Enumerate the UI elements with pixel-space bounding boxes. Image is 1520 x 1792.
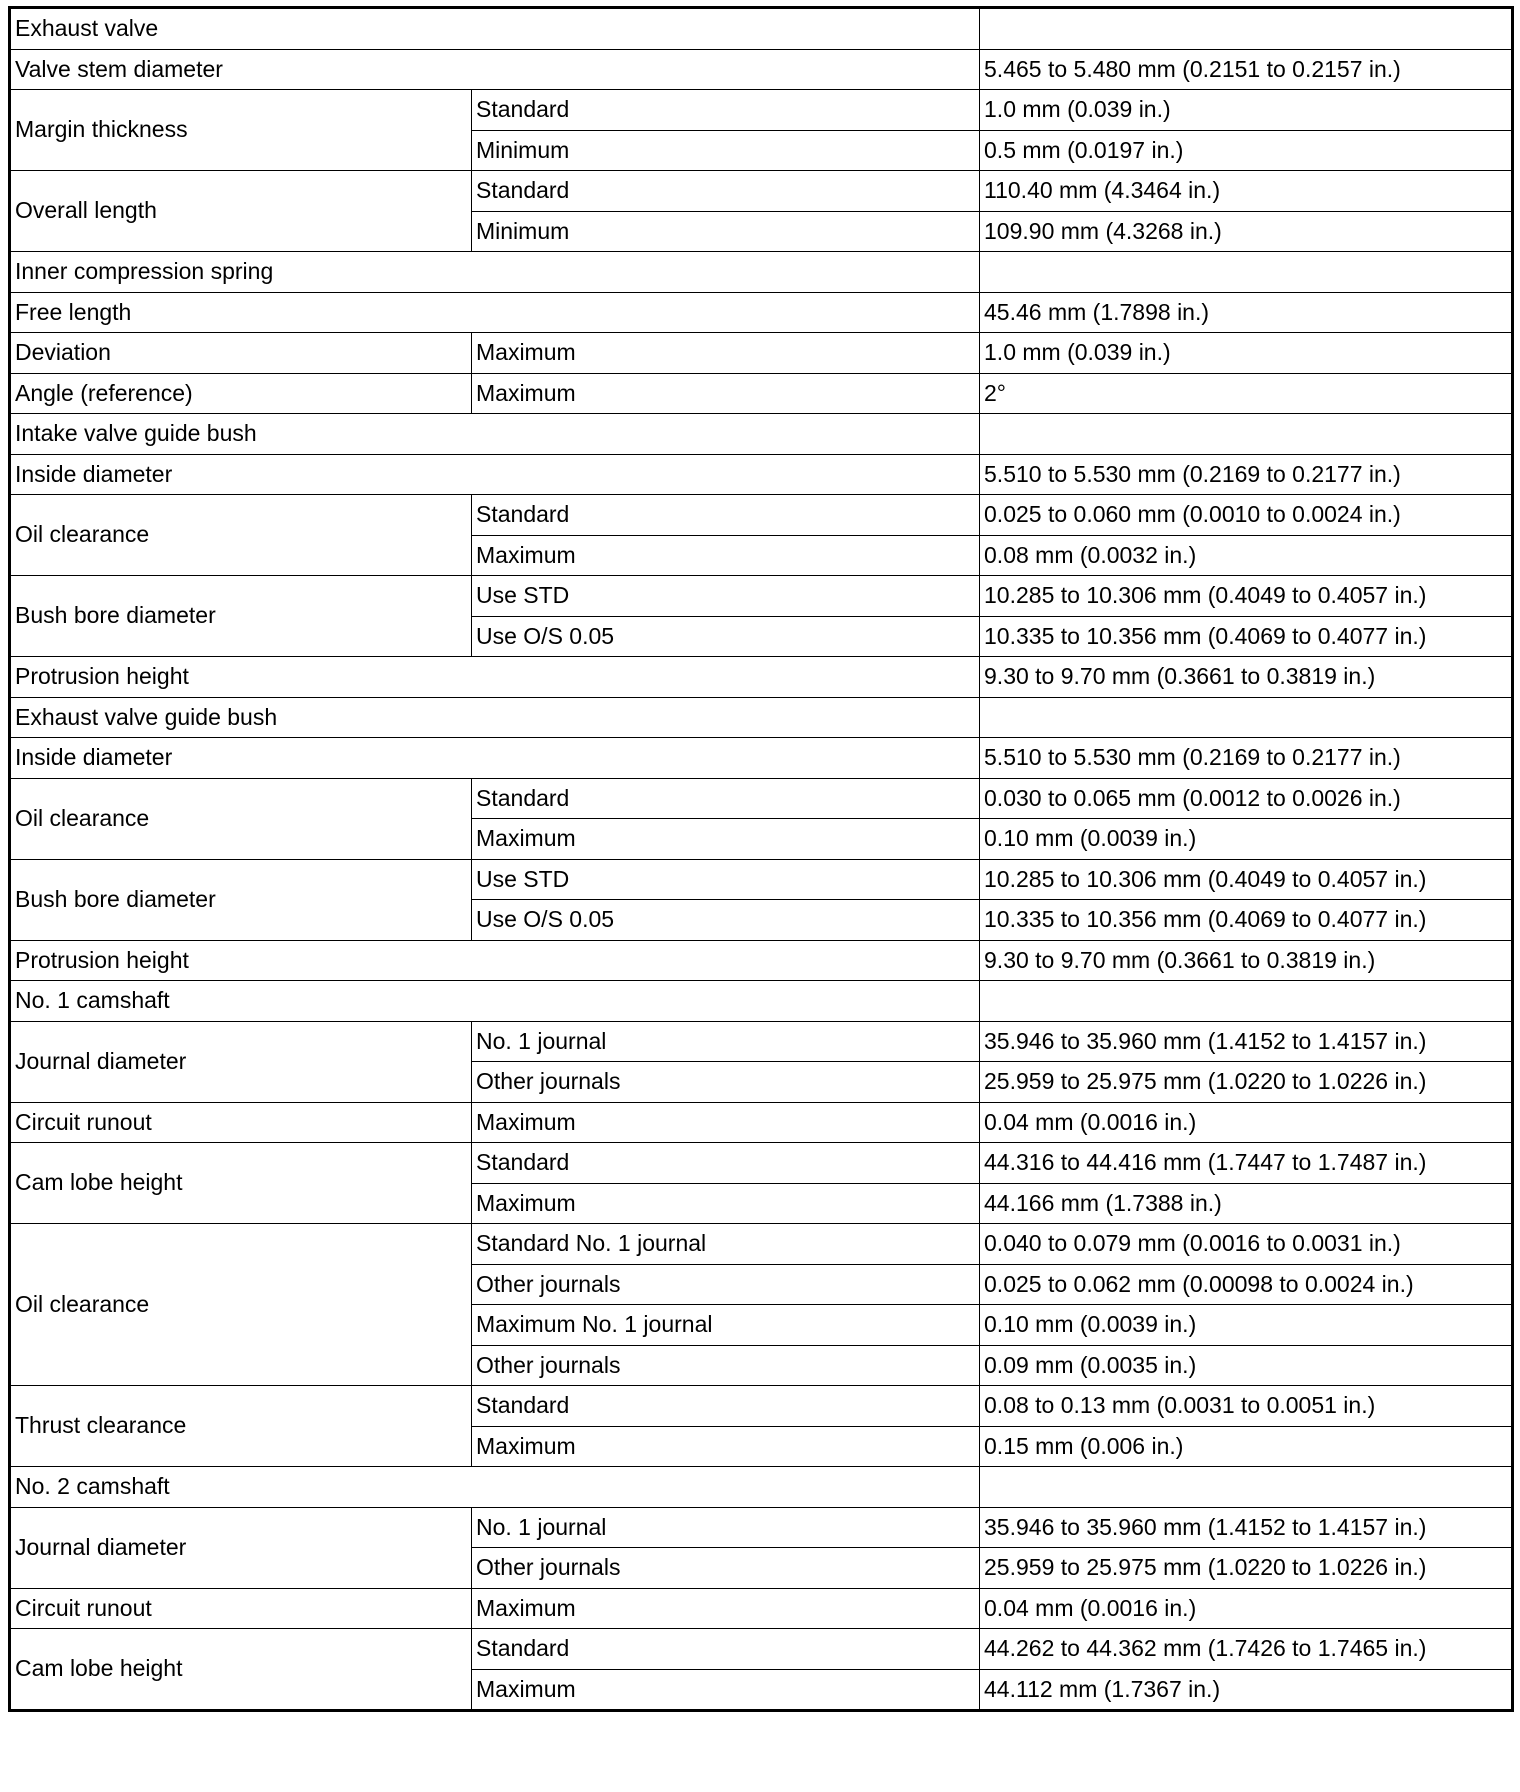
value-cell: 0.08 mm (0.0032 in.) (980, 535, 1513, 576)
table-row (10, 292, 1513, 333)
item-label: Thrust clearance (10, 1386, 472, 1467)
condition-cell: Other journals (472, 1345, 980, 1386)
value-cell (980, 8, 1513, 50)
item-label: Journal diameter (10, 1507, 472, 1588)
table-row (10, 1386, 1513, 1427)
value-cell: 0.10 mm (0.0039 in.) (980, 1305, 1513, 1346)
section-row (10, 8, 1513, 50)
table-row (10, 495, 1513, 536)
item-label: Oil clearance (10, 1224, 472, 1386)
value-cell: 1.0 mm (0.039 in.) (980, 333, 1513, 374)
table-row (10, 1588, 1513, 1629)
section-row (10, 697, 1513, 738)
condition-cell: Maximum (472, 1426, 980, 1467)
spec-table (8, 6, 1514, 1712)
item-label: Cam lobe height (10, 1629, 472, 1711)
item-label: Journal diameter (10, 1021, 472, 1102)
item-label: Protrusion height (10, 657, 980, 698)
condition-cell: Standard (472, 1386, 980, 1427)
value-cell: 110.40 mm (4.3464 in.) (980, 171, 1513, 212)
value-cell: 35.946 to 35.960 mm (1.4152 to 1.4157 in.) (980, 1507, 1513, 1548)
section-heading: Intake valve guide bush (10, 414, 980, 455)
condition-cell: Other journals (472, 1264, 980, 1305)
value-cell: 0.025 to 0.060 mm (0.0010 to 0.0024 in.) (980, 495, 1513, 536)
item-label: Cam lobe height (10, 1143, 472, 1224)
value-cell: 45.46 mm (1.7898 in.) (980, 292, 1513, 333)
table-row (10, 657, 1513, 698)
condition-cell: Standard (472, 1143, 980, 1184)
condition-cell: No. 1 journal (472, 1507, 980, 1548)
value-cell: 2° (980, 373, 1513, 414)
value-cell: 44.166 mm (1.7388 in.) (980, 1183, 1513, 1224)
table-row (10, 171, 1513, 212)
table-row (10, 1507, 1513, 1548)
value-cell: 5.465 to 5.480 mm (0.2151 to 0.2157 in.) (980, 49, 1513, 90)
condition-cell: Use O/S 0.05 (472, 616, 980, 657)
condition-cell: Standard (472, 171, 980, 212)
item-label: Inside diameter (10, 738, 980, 779)
value-cell: 10.285 to 10.306 mm (0.4049 to 0.4057 in.) (980, 859, 1513, 900)
table-row (10, 859, 1513, 900)
item-label: Bush bore diameter (10, 859, 472, 940)
item-label: Oil clearance (10, 778, 472, 859)
value-cell: 0.10 mm (0.0039 in.) (980, 819, 1513, 860)
value-cell: 0.15 mm (0.006 in.) (980, 1426, 1513, 1467)
item-label: Valve stem diameter (10, 49, 980, 90)
condition-cell: Maximum (472, 1588, 980, 1629)
table-row (10, 1629, 1513, 1670)
item-label: Circuit runout (10, 1588, 472, 1629)
value-cell: 109.90 mm (4.3268 in.) (980, 211, 1513, 252)
spec-table-body (10, 8, 1513, 1711)
item-label: Margin thickness (10, 90, 472, 171)
value-cell: 9.30 to 9.70 mm (0.3661 to 0.3819 in.) (980, 940, 1513, 981)
value-cell: 0.09 mm (0.0035 in.) (980, 1345, 1513, 1386)
item-label: Angle (reference) (10, 373, 472, 414)
item-label: Deviation (10, 333, 472, 374)
value-cell: 44.316 to 44.416 mm (1.7447 to 1.7487 in.) (980, 1143, 1513, 1184)
condition-cell: Use O/S 0.05 (472, 900, 980, 941)
value-cell: 25.959 to 25.975 mm (1.0220 to 1.0226 in.) (980, 1062, 1513, 1103)
condition-cell: Maximum (472, 535, 980, 576)
condition-cell: Maximum (472, 1183, 980, 1224)
item-label: Bush bore diameter (10, 576, 472, 657)
table-row (10, 333, 1513, 374)
condition-cell: Standard No. 1 journal (472, 1224, 980, 1265)
item-label: Inside diameter (10, 454, 980, 495)
value-cell: 0.08 to 0.13 mm (0.0031 to 0.0051 in.) (980, 1386, 1513, 1427)
section-row (10, 252, 1513, 293)
value-cell (980, 1467, 1513, 1508)
condition-cell: Standard (472, 495, 980, 536)
table-row (10, 49, 1513, 90)
condition-cell: Other journals (472, 1548, 980, 1589)
table-row (10, 1224, 1513, 1265)
value-cell: 10.335 to 10.356 mm (0.4069 to 0.4077 in.) (980, 616, 1513, 657)
item-label: Free length (10, 292, 980, 333)
value-cell (980, 981, 1513, 1022)
table-row (10, 778, 1513, 819)
section-heading: No. 1 camshaft (10, 981, 980, 1022)
condition-cell: Other journals (472, 1062, 980, 1103)
item-label: Overall length (10, 171, 472, 252)
condition-cell: Standard (472, 1629, 980, 1670)
condition-cell: Minimum (472, 211, 980, 252)
table-row (10, 576, 1513, 617)
item-label: Oil clearance (10, 495, 472, 576)
condition-cell: Use STD (472, 859, 980, 900)
table-row (10, 373, 1513, 414)
table-row (10, 454, 1513, 495)
condition-cell: Maximum (472, 1669, 980, 1711)
condition-cell: No. 1 journal (472, 1021, 980, 1062)
value-cell: 0.5 mm (0.0197 in.) (980, 130, 1513, 171)
table-row (10, 738, 1513, 779)
table-row (10, 90, 1513, 131)
table-row (10, 1143, 1513, 1184)
value-cell: 0.030 to 0.065 mm (0.0012 to 0.0026 in.) (980, 778, 1513, 819)
value-cell: 0.025 to 0.062 mm (0.00098 to 0.0024 in.) (980, 1264, 1513, 1305)
section-row (10, 414, 1513, 455)
value-cell: 5.510 to 5.530 mm (0.2169 to 0.2177 in.) (980, 454, 1513, 495)
condition-cell: Maximum (472, 333, 980, 374)
value-cell: 44.112 mm (1.7367 in.) (980, 1669, 1513, 1711)
value-cell: 0.04 mm (0.0016 in.) (980, 1102, 1513, 1143)
value-cell: 25.959 to 25.975 mm (1.0220 to 1.0226 in.) (980, 1548, 1513, 1589)
condition-cell: Use STD (472, 576, 980, 617)
value-cell (980, 697, 1513, 738)
condition-cell: Minimum (472, 130, 980, 171)
section-heading: Exhaust valve (10, 8, 980, 50)
table-row (10, 1021, 1513, 1062)
value-cell: 44.262 to 44.362 mm (1.7426 to 1.7465 in.) (980, 1629, 1513, 1670)
section-heading: Exhaust valve guide bush (10, 697, 980, 738)
condition-cell: Maximum (472, 819, 980, 860)
value-cell: 5.510 to 5.530 mm (0.2169 to 0.2177 in.) (980, 738, 1513, 779)
value-cell: 9.30 to 9.70 mm (0.3661 to 0.3819 in.) (980, 657, 1513, 698)
value-cell: 0.040 to 0.079 mm (0.0016 to 0.0031 in.) (980, 1224, 1513, 1265)
section-row (10, 1467, 1513, 1508)
section-heading: Inner compression spring (10, 252, 980, 293)
value-cell: 0.04 mm (0.0016 in.) (980, 1588, 1513, 1629)
value-cell (980, 252, 1513, 293)
condition-cell: Standard (472, 778, 980, 819)
value-cell: 1.0 mm (0.039 in.) (980, 90, 1513, 131)
table-row (10, 1102, 1513, 1143)
condition-cell: Maximum (472, 373, 980, 414)
condition-cell: Maximum No. 1 journal (472, 1305, 980, 1346)
condition-cell: Standard (472, 90, 980, 131)
value-cell: 35.946 to 35.960 mm (1.4152 to 1.4157 in.) (980, 1021, 1513, 1062)
table-row (10, 940, 1513, 981)
item-label: Circuit runout (10, 1102, 472, 1143)
value-cell: 10.335 to 10.356 mm (0.4069 to 0.4077 in.) (980, 900, 1513, 941)
section-row (10, 981, 1513, 1022)
value-cell (980, 414, 1513, 455)
value-cell: 10.285 to 10.306 mm (0.4049 to 0.4057 in.) (980, 576, 1513, 617)
condition-cell: Maximum (472, 1102, 980, 1143)
section-heading: No. 2 camshaft (10, 1467, 980, 1508)
item-label: Protrusion height (10, 940, 980, 981)
